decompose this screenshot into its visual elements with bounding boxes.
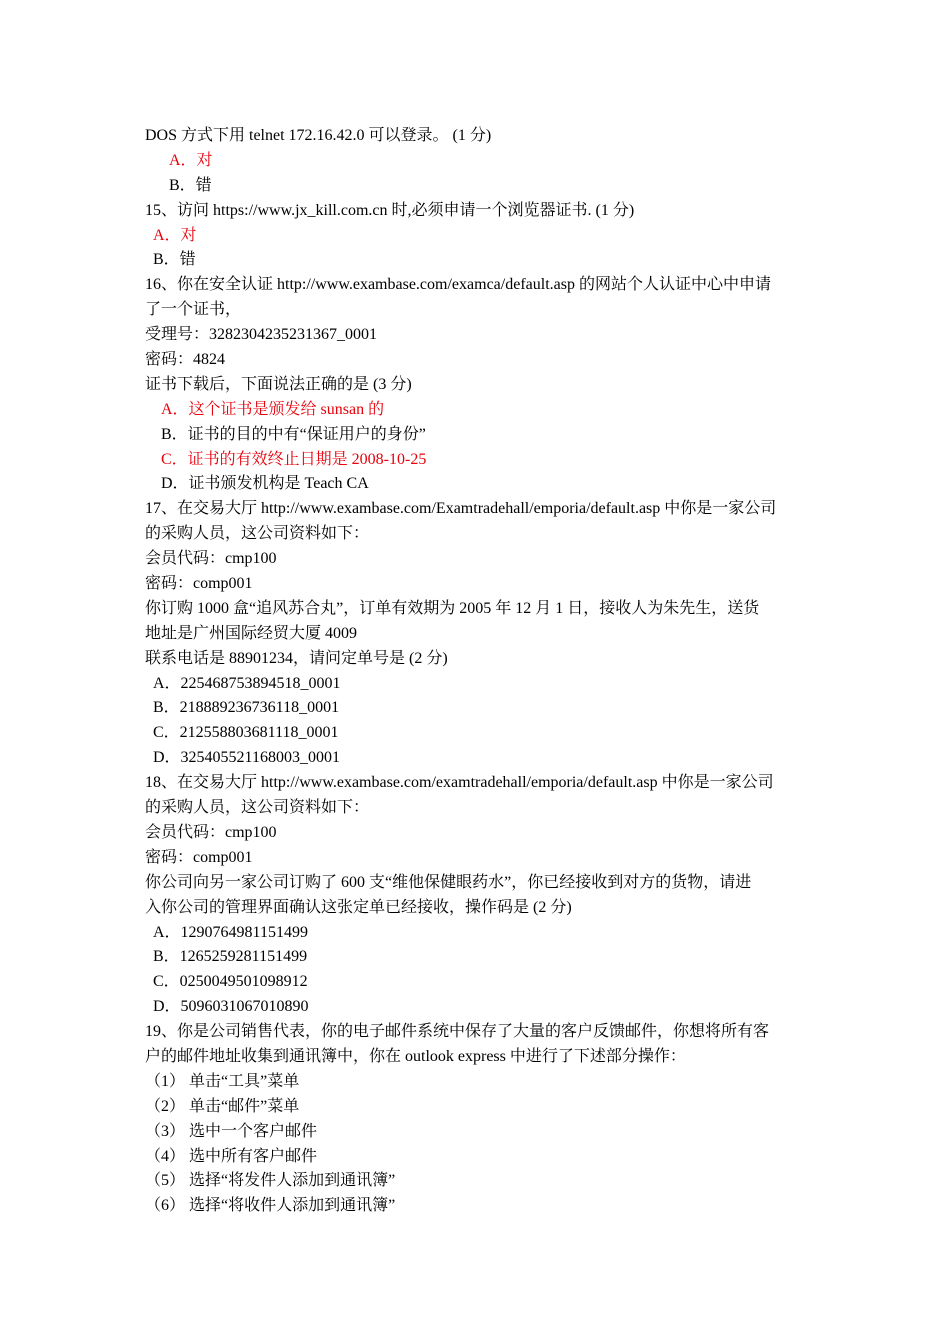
q14-option-a: A．对 [169,151,213,169]
q18-line-6: 入你公司的管理界面确认这张定单已经接收，操作码是 (2 分) [145,898,572,916]
q18-line-1: 18、在交易大厅 http://www.exambase.com/examtradehall/emporia/default.asp 中你是一家公司 [145,774,774,792]
q15-option-b: B．错 [153,251,196,269]
q14-tail: DOS 方式下用 telnet 172.16.42.0 可以登录。 (1 分) [145,127,492,144]
q16-option-a: A．这个证书是颁发给 sunsan 的 [161,400,385,418]
q18-option-b: B．1265259281151499 [153,948,308,966]
q16-line-2: 了一个证书， [145,301,242,319]
q16-option-c: C．证书的有效终止日期是 2008-10-25 [161,450,427,468]
q15-option-a: A．对 [153,226,197,244]
q17-option-a: A．225468753894518_0001 [153,674,341,692]
q16-line-5: 证书下载后，下面说法正确的是 (3 分) [145,375,412,393]
q19-step-4: （4） 选中所有客户邮件 [145,1147,318,1165]
q17-line-6: 地址是广州国际经贸大厦 4009 [145,624,358,642]
q16-line-1: 16、你在安全认证 http://www.exambase.com/examca/default.asp 的网站个人认证中心中申请 [145,276,771,294]
q17-option-b: B．218889236736118_0001 [153,699,340,717]
q18-line-3: 会员代码：cmp100 [145,823,277,841]
q17-line-7: 联系电话是 88901234，请问定单号是 (2 分) [145,649,448,667]
q17-line-4: 密码：comp001 [145,575,253,593]
q19-step-5: （5） 选择“将发件人添加到通讯簿” [145,1172,396,1190]
q14-option-b: B．错 [169,176,212,194]
q18-line-4: 密码：comp001 [145,848,253,866]
q19-step-2: （2） 单击“邮件”菜单 [145,1097,300,1115]
q16-option-d: D．证书颁发机构是 Teach CA [161,475,369,493]
q16-option-b: B．证书的目的中有“保证用户的身份” [161,425,426,443]
q16-line-3: 受理号：3282304235231367_0001 [145,326,378,344]
q18-option-d: D．5096031067010890 [153,998,309,1016]
q19-line-1: 19、你是公司销售代表，你的电子邮件系统中保存了大量的客户反馈邮件，你想将所有客 [145,1023,770,1041]
q18-option-a: A．1290764981151499 [153,923,308,941]
q17-option-c: C．212558803681118_0001 [153,724,339,742]
q17-line-3: 会员代码：cmp100 [145,550,277,568]
q17-option-d: D．325405521168003_0001 [153,749,340,767]
q17-line-2: 的采购人员，这公司资料如下： [145,525,370,543]
q19-line-2: 户的邮件地址收集到通讯簿中，你在 outlook express 中进行了下述部分操作： [145,1047,686,1065]
q15-text: 15、访问 https://www.jx_kill.com.cn 时,必须申请一个浏览器证书. (1 分) [145,201,635,219]
q18-line-2: 的采购人员，这公司资料如下： [145,799,370,817]
q18-line-5: 你公司向另一家公司订购了 600 支“维他保健眼药水”，你已经接收到对方的货物，请进 [145,873,752,891]
q19-step-6: （6） 选择“将收件人添加到通讯簿” [145,1197,396,1215]
q17-line-1: 17、在交易大厅 http://www.exambase.com/Examtradehall/emporia/default.asp 中你是一家公司 [145,500,777,518]
q19-step-3: （3） 选中一个客户邮件 [145,1122,318,1140]
q19-step-1: （1） 单击“工具”菜单 [145,1072,300,1090]
q18-option-c: C．0250049501098912 [153,973,308,991]
q17-line-5: 你订购 1000 盒“追风苏合丸”，订单有效期为 2005 年 12 月 1 日，接收人为朱先生，送货 [145,599,760,617]
document-page [145,124,810,1219]
q16-line-4: 密码：4824 [145,351,226,369]
